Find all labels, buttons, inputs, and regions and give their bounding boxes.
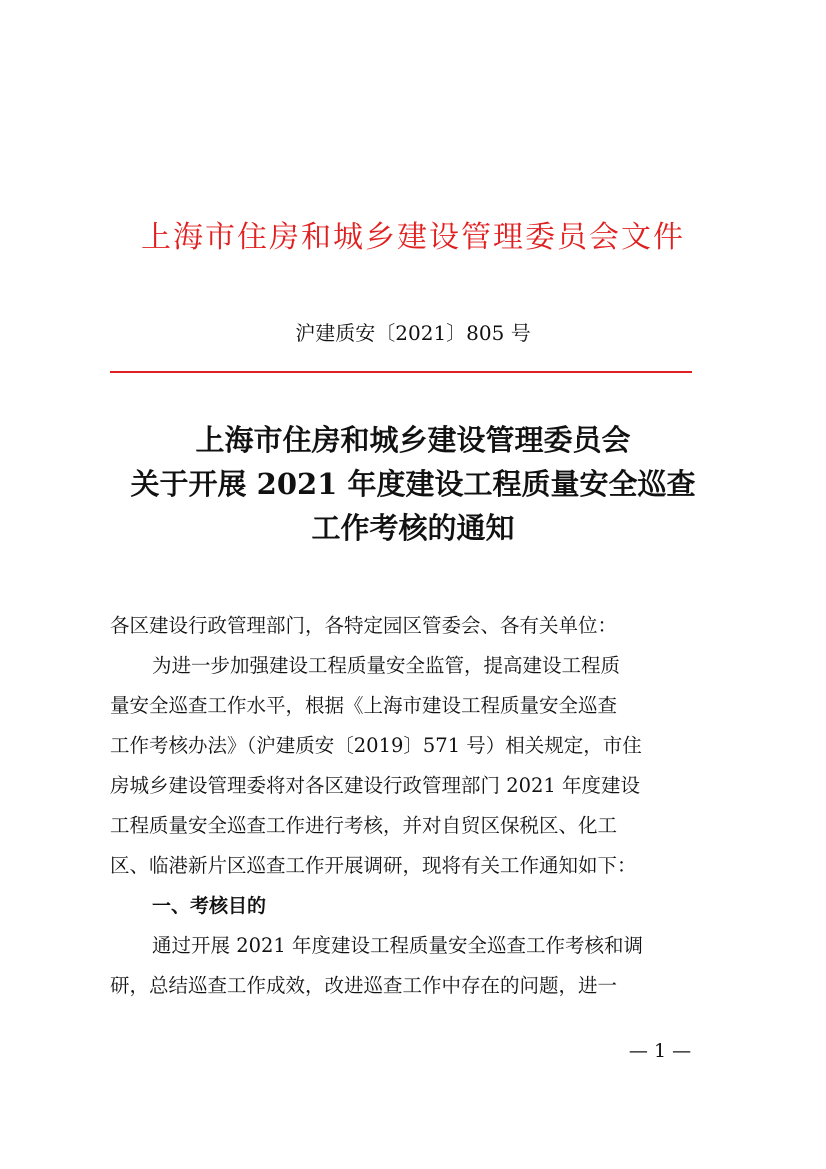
title-line-3: 工作考核的通知	[311, 511, 515, 545]
body-line: 工程质量安全巡查工作进行考核，并对自贸区保税区、化工	[110, 814, 618, 837]
document-number: 沪建质安〔2021〕805 号	[295, 321, 531, 345]
title-line-2: 关于开展 2021 年度建设工程质量安全巡查	[130, 467, 696, 501]
salutation: 各区建设行政管理部门，各特定园区管委会、各有关单位：	[110, 614, 618, 637]
letterhead-title: 上海市住房和城乡建设管理委员会文件	[141, 220, 685, 255]
body-line: 通过开展 2021 年度建设工程质量安全巡查工作考核和调	[152, 934, 644, 957]
red-divider	[110, 371, 692, 373]
title-line-1: 上海市住房和城乡建设管理委员会	[195, 423, 631, 457]
document-title	[60, 418, 766, 550]
body-line: 研，总结巡查工作成效，改进巡查工作中存在的问题，进一	[110, 974, 618, 997]
document-body	[110, 606, 720, 1006]
section-heading: 一、考核目的	[152, 895, 267, 917]
body-line: 为进一步加强建设工程质量安全监管，提高建设工程质	[152, 654, 621, 677]
body-line: 工作考核办法》（沪建质安〔2019〕571 号）相关规定，市住	[110, 734, 642, 757]
body-line: 区、临港新片区巡查工作开展调研，现将有关工作通知如下：	[110, 854, 637, 877]
body-line: 量安全巡查工作水平，根据《上海市建设工程质量安全巡查	[110, 694, 618, 717]
page-number: — 1 —	[628, 1040, 692, 1062]
body-line: 房城乡建设管理委将对各区建设行政管理部门 2021 年度建设	[110, 774, 641, 797]
